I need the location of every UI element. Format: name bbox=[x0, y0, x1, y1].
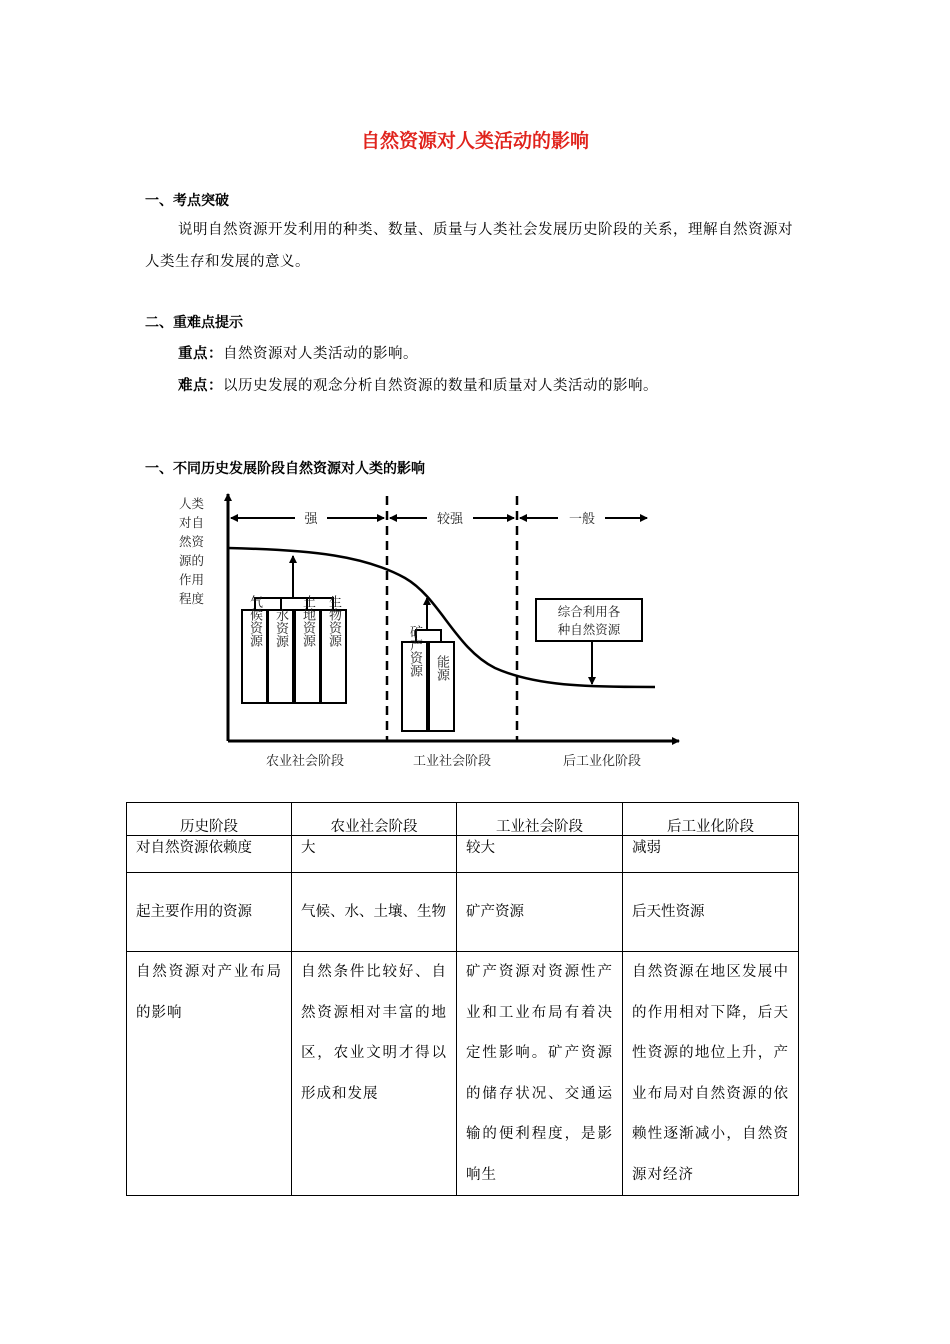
table-cell: 自然资源在地区发展中的作用相对下降，后天性资源的地位上升，产业布局对自然资源的依赖性逐渐减小，自然资源对经济 bbox=[623, 952, 799, 1196]
table-cell: 自然资源对产业布局的影响 bbox=[127, 952, 292, 1196]
climate-resource-label: 气候资源 bbox=[247, 595, 262, 647]
resource-influence-diagram bbox=[165, 488, 685, 773]
table-cell: 对自然资源依赖度 bbox=[127, 836, 292, 873]
table-row bbox=[127, 873, 799, 952]
stage-label-post-industrial: 后工业化阶段 bbox=[562, 754, 642, 769]
comprehensive-use-line: 种自然资源 bbox=[557, 622, 621, 637]
y-label-line: 对自 bbox=[179, 515, 205, 530]
section-heading-history-stages: 一、不同历史发展阶段自然资源对人类的影响 bbox=[145, 461, 425, 477]
key-point-line bbox=[178, 342, 418, 363]
table-row bbox=[127, 836, 799, 873]
comprehensive-use-line: 综合利用各 bbox=[557, 604, 621, 619]
level-label-general: 一般 bbox=[568, 512, 596, 527]
table-cell: 减弱 bbox=[623, 836, 799, 873]
key-point-label: 重点： bbox=[178, 346, 223, 362]
header-cell: 工业社会阶段 bbox=[457, 803, 623, 836]
energy-resource-label: 能源 bbox=[434, 655, 449, 681]
y-label-line: 程度 bbox=[179, 591, 205, 606]
land-resource-label: 土地资源 bbox=[300, 595, 315, 647]
difficult-point-line bbox=[178, 374, 658, 395]
y-label-line: 作用 bbox=[179, 572, 205, 587]
table-cell: 气候、水、土壤、生物 bbox=[292, 873, 457, 952]
stage-label-industrial: 工业社会阶段 bbox=[412, 754, 492, 769]
table-cell: 起主要作用的资源 bbox=[127, 873, 292, 952]
difficult-point-text: 以历史发展的观念分析自然资源的数量和质量对人类活动的影响。 bbox=[223, 378, 658, 394]
table-cell: 矿产资源 bbox=[457, 873, 623, 952]
exam-points-paragraph: 说明自然资源开发利用的种类、数量、质量与人类社会发展历史阶段的关系，理解自然资源对人类生存和发展的意义。 bbox=[145, 222, 793, 270]
header-cell: 后工业化阶段 bbox=[623, 803, 799, 836]
history-stage-table bbox=[126, 802, 799, 1196]
y-label-line: 源的 bbox=[179, 553, 205, 568]
water-resource-label: 水资源 bbox=[273, 608, 288, 648]
y-label-line: 然资 bbox=[179, 534, 205, 549]
biological-resource-label: 生物资源 bbox=[326, 595, 341, 647]
table-cell: 后天性资源 bbox=[623, 873, 799, 952]
section-heading-exam-points: 一、考点突破 bbox=[145, 193, 229, 209]
mineral-resource-label: 矿产资源 bbox=[407, 625, 422, 677]
key-point-text: 自然资源对人类活动的影响。 bbox=[223, 346, 418, 362]
level-label-strong: 强 bbox=[304, 512, 318, 527]
page-title: 自然资源对人类活动的影响 bbox=[360, 130, 589, 152]
y-axis-label bbox=[179, 496, 205, 606]
header-cell: 农业社会阶段 bbox=[292, 803, 457, 836]
table-cell: 自然条件比较好、自然资源相对丰富的地区，农业文明才得以形成和发展 bbox=[292, 952, 457, 1196]
table-cell: 矿产资源对资源性产业和工业布局有着决定性影响。矿产资源的储存状况、交通运输的便利程度，是影响生 bbox=[457, 952, 623, 1196]
y-label-line: 人类 bbox=[179, 496, 205, 511]
table-cell: 大 bbox=[292, 836, 457, 873]
difficult-point-label: 难点： bbox=[178, 378, 223, 394]
header-cell: 历史阶段 bbox=[127, 803, 292, 836]
stage-label-agricultural: 农业社会阶段 bbox=[265, 754, 345, 769]
agri-bracket bbox=[255, 598, 333, 610]
table-cell: 较大 bbox=[457, 836, 623, 873]
table-row bbox=[127, 952, 799, 1196]
table-header-row bbox=[127, 803, 799, 836]
level-label-stronger: 较强 bbox=[436, 512, 464, 527]
section-heading-key-difficult: 二、重难点提示 bbox=[145, 315, 243, 331]
